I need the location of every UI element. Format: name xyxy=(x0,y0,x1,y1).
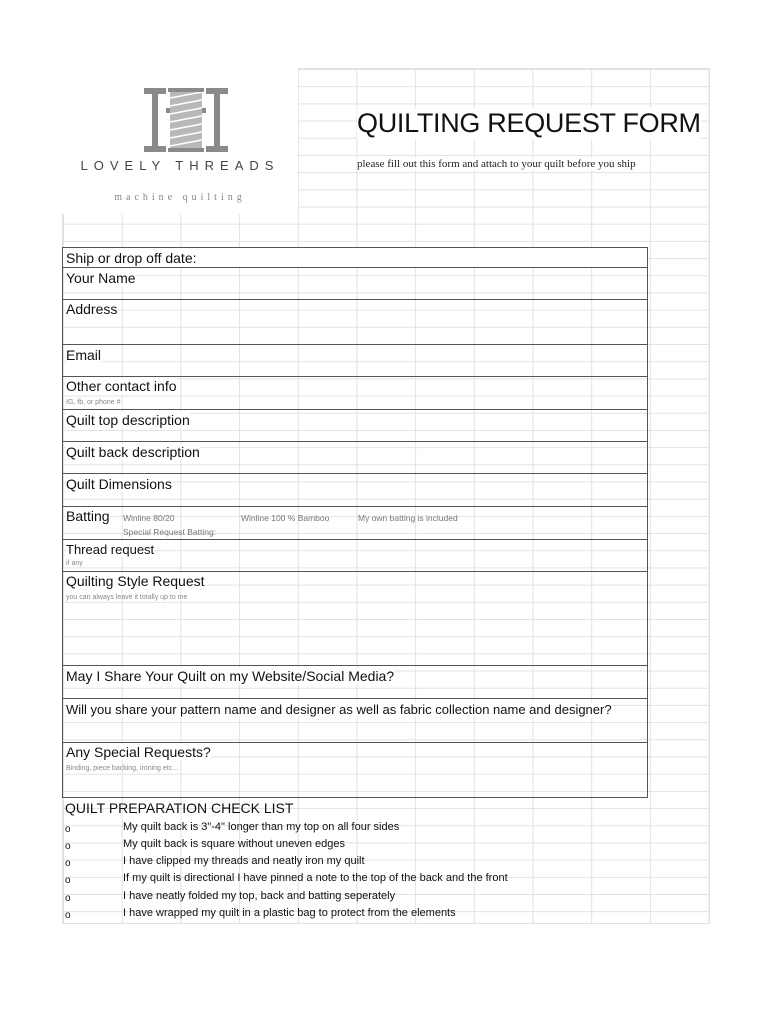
pattern-label: Will you share your pattern name and designer as well as fabric collection name and designer? xyxy=(66,702,612,717)
request-form xyxy=(62,247,648,798)
batting-option-3[interactable]: My own batting is included xyxy=(358,513,458,523)
logo-name: LOVELY THREADS xyxy=(80,158,280,173)
checkbox-bullet[interactable]: o xyxy=(65,824,71,835)
quilt-back-label: Quilt back description xyxy=(66,444,200,460)
batting-option-2[interactable]: Winline 100 % Bamboo xyxy=(241,513,330,523)
checklist-item[interactable] xyxy=(65,872,625,889)
other-contact-row[interactable] xyxy=(63,377,647,410)
checklist-item[interactable] xyxy=(65,838,625,855)
checklist-title: QUILT PREPARATION CHECK LIST xyxy=(65,800,294,816)
checklist-item[interactable] xyxy=(65,890,625,907)
address-row[interactable] xyxy=(63,300,647,345)
checkbox-bullet[interactable]: o xyxy=(65,858,71,869)
batting-option-1[interactable]: Winline 80/20 xyxy=(123,513,175,523)
checkbox-bullet[interactable]: o xyxy=(65,910,71,921)
other-contact-hint: IG, fb, or phone # xyxy=(66,399,121,406)
pattern-row[interactable] xyxy=(63,699,647,743)
quilt-top-label: Quilt top description xyxy=(66,412,190,428)
share-label: May I Share Your Quilt on my Website/Social Media? xyxy=(66,668,395,684)
batting-special-label: Special Request Batting: xyxy=(123,527,217,537)
quilting-style-hint: you can always leave it totally up to me xyxy=(66,594,188,601)
checkbox-bullet[interactable]: o xyxy=(65,841,71,852)
quilt-top-row[interactable] xyxy=(63,410,647,442)
checklist-item-text: My quilt back is 3"-4" longer than my top on all four sides xyxy=(123,821,400,833)
special-requests-row[interactable] xyxy=(63,743,647,798)
special-requests-hint: Binding, piece backing, ironing etc... xyxy=(66,765,179,772)
email-row[interactable] xyxy=(63,345,647,377)
quilting-style-row[interactable] xyxy=(63,572,647,666)
address-label: Address xyxy=(66,301,118,317)
checkbox-bullet[interactable]: o xyxy=(65,893,71,904)
checklist-item-text: I have neatly folded my top, back and batting seperately xyxy=(123,890,396,902)
ship-date-label: Ship or drop off date: xyxy=(66,250,197,266)
spool-logo-icon xyxy=(144,88,228,152)
checkbox-bullet[interactable]: o xyxy=(65,875,71,886)
thread-label: Thread request xyxy=(66,542,155,557)
dimensions-label: Quilt Dimensions xyxy=(66,476,172,492)
logo-tagline: machine quilting xyxy=(114,192,246,203)
other-contact-label: Other contact info xyxy=(66,378,177,394)
form-title: QUILTING REQUEST FORM xyxy=(357,108,701,138)
checklist-item[interactable] xyxy=(65,907,625,924)
checklist-item-text: If my quilt is directional I have pinned a note to the top of the back and the front xyxy=(123,872,508,884)
form-subtitle: please fill out this form and attach to your quilt before you ship xyxy=(357,158,636,170)
checklist-item-text: I have wrapped my quilt in a plastic bag to protect from the elements xyxy=(123,907,456,919)
thread-hint: if any xyxy=(66,560,83,567)
name-label: Your Name xyxy=(66,270,136,286)
dimensions-row[interactable] xyxy=(63,474,647,507)
name-row[interactable] xyxy=(63,268,647,300)
ship-date-row[interactable] xyxy=(63,248,647,268)
thread-row[interactable] xyxy=(63,540,647,572)
email-label: Email xyxy=(66,347,102,363)
checklist-item-text: My quilt back is square without uneven edges xyxy=(123,838,345,850)
logo xyxy=(62,68,298,214)
special-requests-label: Any Special Requests? xyxy=(66,744,211,760)
checklist-item[interactable] xyxy=(65,855,625,872)
quilting-style-label: Quilting Style Request xyxy=(66,573,205,589)
share-row[interactable] xyxy=(63,666,647,699)
quilt-back-row[interactable] xyxy=(63,442,647,474)
checklist-item-text: I have clipped my threads and neatly iron my quilt xyxy=(123,855,365,867)
batting-label: Batting xyxy=(66,508,110,524)
batting-row[interactable] xyxy=(63,507,647,540)
checklist-item[interactable] xyxy=(65,821,625,838)
